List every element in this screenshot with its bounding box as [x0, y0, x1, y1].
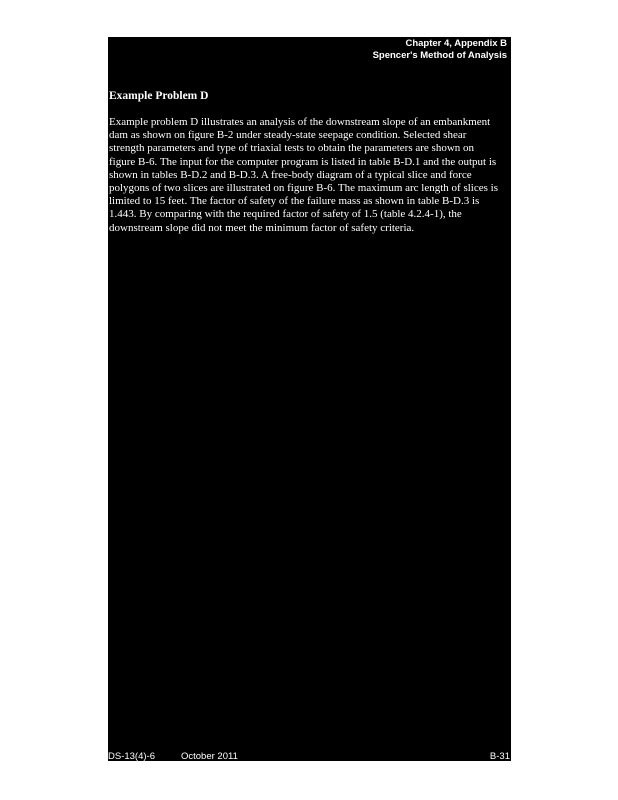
page-number: B-31: [489, 751, 510, 762]
document-id: DS-13(4)-6: [108, 751, 155, 762]
page-footer: [108, 751, 510, 763]
running-header: [373, 38, 507, 62]
document-page: [108, 37, 511, 761]
body-paragraph: Example problem D illustrates an analysis of the downstream slope of an embankment dam as shown on figure B-2 under steady-state seepage condition. Selected shear strength parameters and type of triaxial tests to obtain the parameters are shown on figure B-6. The input for the computer program is listed in table B-D.1 and the output is shown in tables B-D.2 and B-D.3. A free-body diagram of a typical slice and force polygons of two slices are illustrated on figure B-6. The maximum arc length of slices is limited to 15 feet. The factor of safety of the failure mass as shown in table B-D.3 is 1.443. By comparing with the required factor of safety of 1.5 (table 4.2.4-1), the downstream slope did not meet the minimum factor of safety criteria.: [109, 116, 498, 234]
chapter-title: Chapter 4, Appendix B: [405, 38, 507, 49]
section-heading: Example Problem D: [109, 90, 209, 102]
chapter-subtitle: Spencer's Method of Analysis: [372, 50, 507, 61]
document-date: October 2011: [181, 751, 238, 762]
